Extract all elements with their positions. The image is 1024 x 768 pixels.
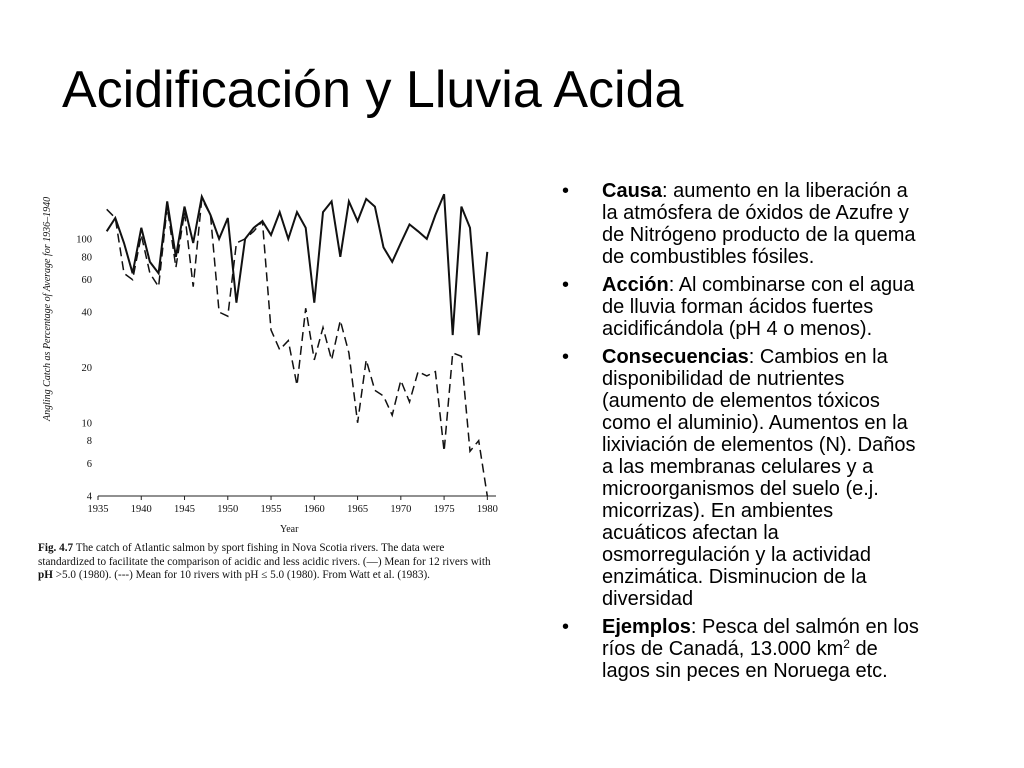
y-tick-label: 4: [86, 491, 92, 503]
caption-line-3: [38, 569, 538, 583]
bullet-text: de lluvia forman ácidos fuertes: [602, 296, 874, 318]
caption-figure-number: Fig. 4.7: [38, 542, 74, 554]
y-tick-label: 8: [86, 436, 92, 448]
y-tick-label: 40: [81, 307, 92, 319]
y-tick-label: 20: [81, 362, 92, 374]
x-axis-label: Year: [280, 524, 299, 535]
bullet-text: disponibilidad de nutrientes: [602, 368, 845, 390]
salmon-catch-figure: [36, 186, 536, 594]
bullet-text: osmorregulación y la actividad: [602, 544, 872, 566]
bullet-text: microorganismos del suelo (e.j.: [602, 478, 879, 500]
caption-ph: pH: [38, 569, 53, 582]
caption-line-2: standardized to facilitate the comparison of acidic and less acidic rivers. (—) Mean for 12 rivers with: [38, 555, 491, 568]
bullet-item-causa: [562, 180, 982, 268]
bullet-text: : Al combinarse con el agua: [668, 274, 915, 296]
y-tick-label: 80: [81, 252, 92, 264]
y-tick-label: 6: [86, 459, 92, 471]
x-tick-label: 1970: [390, 504, 412, 515]
bullet-text: la atmósfera de óxidos de Azufre y: [602, 202, 909, 224]
bullet-text: acidificándola (pH 4 o menos).: [602, 318, 873, 340]
bullet-text: enzimática. Disminucion de la: [602, 566, 867, 588]
slide-title: Acidificación y Lluvia Acida: [62, 61, 684, 119]
x-tick-label: 1935: [87, 504, 109, 515]
bullet-text: : Pesca del salmón en los: [690, 616, 919, 638]
caption-line-3-text: >5.0 (1980). (---) Mean for 10 rivers with pH ≤ 5.0 (1980). From Watt et al. (1983).: [55, 569, 430, 582]
bullet-text: acuáticos afectan la: [602, 522, 779, 544]
bullet-text: de Nitrógeno producto de la quema: [602, 224, 916, 246]
bullet-text: como el aluminio). Aumentos en la: [602, 412, 908, 434]
bullet-term: Acción: [602, 274, 669, 296]
x-tick-label: 1965: [347, 504, 369, 515]
x-tick-label: 1940: [130, 504, 152, 515]
bullet-marker: •: [562, 346, 570, 368]
y-tick-label: 100: [76, 234, 92, 246]
series-line-ph-above-5: [107, 194, 488, 335]
x-tick-label: 1955: [260, 504, 282, 515]
bullet-item-ejemplos: [562, 616, 982, 682]
bullet-term: Consecuencias: [602, 346, 749, 368]
bullet-text: lagos sin peces en Noruega etc.: [602, 660, 888, 682]
y-axis-label: Angling Catch as Percentage of Average for 1936–1940: [42, 196, 53, 421]
bullet-term: Ejemplos: [602, 616, 691, 638]
y-tick-label: 10: [81, 418, 92, 430]
x-tick-label: 1960: [303, 504, 325, 515]
caption-line-1: [38, 542, 538, 556]
bullet-text: : aumento en la liberación a: [662, 180, 908, 202]
figure-caption: [38, 542, 538, 583]
bullet-text: micorrizas). En ambientes: [602, 500, 834, 522]
bullet-text: a las membranas celulares y a: [602, 456, 874, 478]
x-tick-label: 1980: [476, 504, 498, 515]
bullet-text: de combustibles fósiles.: [602, 246, 815, 268]
bullet-text: (aumento de elementos tóxicos: [602, 390, 880, 412]
bullet-text: lixiviación de elementos (N). Daños: [602, 434, 916, 456]
bullet-text: de: [849, 638, 878, 660]
bullet-marker: •: [562, 274, 570, 296]
x-tick-label: 1950: [217, 504, 239, 515]
salmon-catch-chart: [36, 186, 536, 542]
bullet-item-accion: [562, 274, 982, 340]
bullet-item-consecuencias: [562, 346, 982, 610]
x-tick-label: 1945: [174, 504, 196, 515]
x-tick-label: 1975: [433, 504, 455, 515]
caption-line-1-text: The catch of Atlantic salmon by sport fishing in Nova Scotia rivers. The data were: [75, 542, 445, 554]
bullet-text: ríos de Canadá, 13.000 km: [602, 638, 844, 660]
bullet-marker: •: [562, 616, 570, 638]
superscript-two: 2: [843, 637, 850, 651]
bullet-text: : Cambios en la: [748, 346, 888, 368]
series-line-ph-below-5: [107, 199, 488, 496]
bullet-list: [562, 180, 982, 688]
bullet-marker: •: [562, 180, 570, 202]
bullet-text: diversidad: [602, 588, 694, 610]
bullet-term: Causa: [602, 180, 663, 202]
y-tick-label: 60: [81, 275, 92, 287]
